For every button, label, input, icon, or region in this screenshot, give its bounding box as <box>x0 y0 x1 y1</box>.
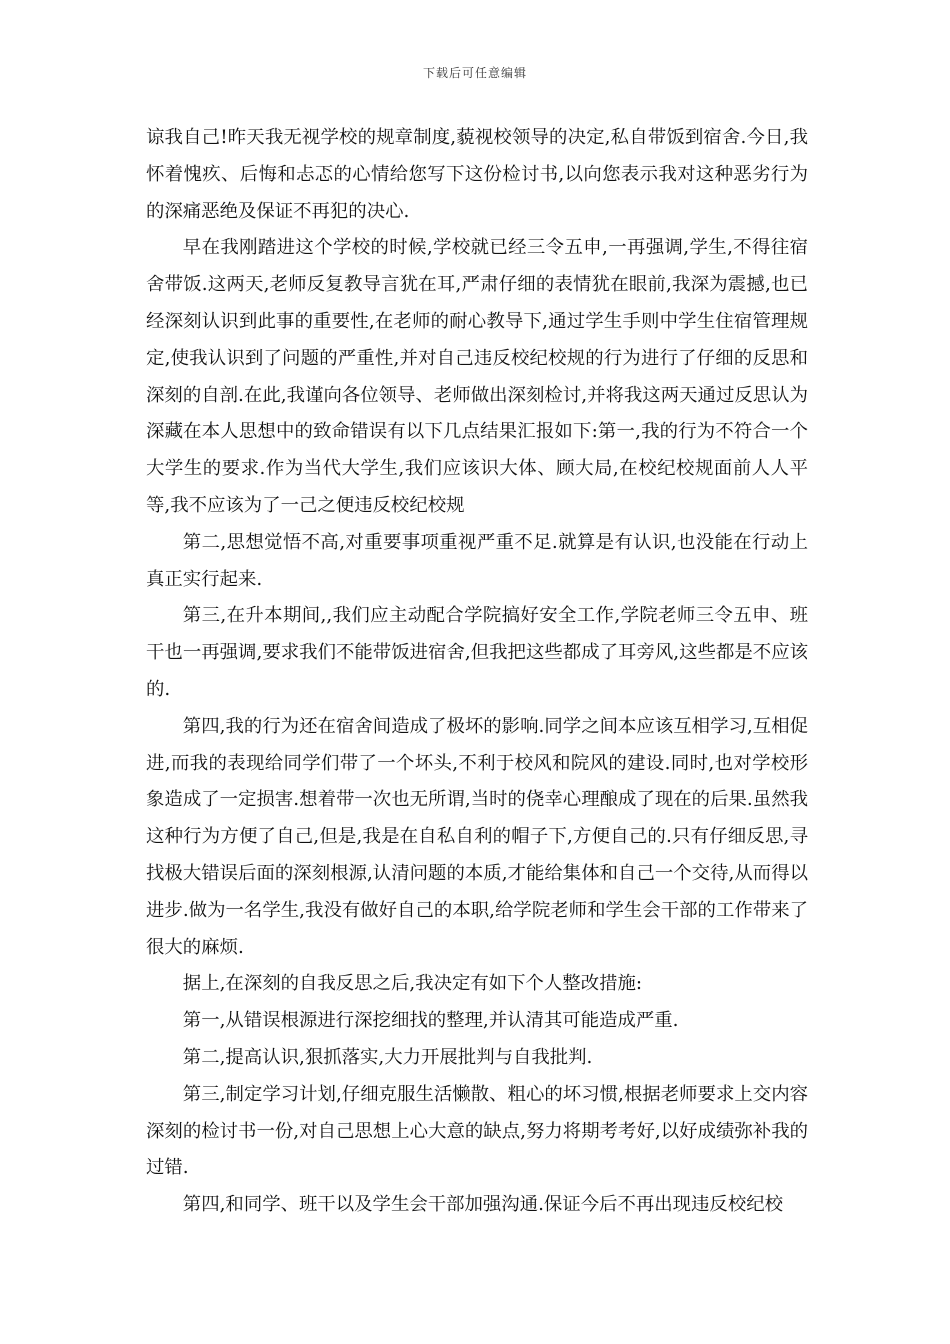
document-body <box>146 120 808 1224</box>
paragraph-6: 据上,在深刻的自我反思之后,我决定有如下个人整改措施: <box>182 973 643 995</box>
paragraph-1: 谅我自己!昨天我无视学校的规章制度,藐视校领导的决定,私自带饭到宿舍.今日,我怀着愧疚、后悔和忐忑的心情给您写下这份检讨书,以向您表示我对这种恶劣行为的深痛恶绝及保证不再犯的决心. <box>146 127 808 222</box>
paragraph-10: 第四,和同学、班干以及学生会干部加强沟通.保证今后不再出现违反校纪校 <box>182 1194 783 1216</box>
paragraph-4: 第三,在升本期间,,我们应主动配合学院搞好安全工作,学院老师三令五申、班干也一再强调,要求我们不能带饭进宿舍,但我把这些都成了耳旁风,这些都是不应该的. <box>146 605 808 700</box>
paragraph-8: 第二,提高认识,狠抓落实,大力开展批判与自我批判. <box>182 1046 593 1068</box>
paragraph-2: 早在我刚踏进这个学校的时候,学校就已经三令五申,一再强调,学生,不得往宿舍带饭.这两天,老师反复教导言犹在耳,严肃仔细的表情犹在眼前,我深为震撼,也已经深刻认识到此事的重要性,在老师的耐心教导下,通过学生手则中学生住宿管理规定,使我认识到了问题的严重性,并对自己违反校纪校规的行为进行了仔细的反思和深刻的自剖.在此,我谨向各位领导、老师做出深刻检讨,并将我这两天通过反思认为深藏在本人思想中的致命错误有以下几点结果汇报如下:第一,我的行为不符合一个大学生的要求.作为当代大学生,我们应该识大体、顾大局,在校纪校规面前人人平等,我不应该为了一己之便违反校纪校规 <box>146 237 808 516</box>
paragraph-3: 第二,思想觉悟不高,对重要事项重视严重不足.就算是有认识,也没能在行动上真正实行起来. <box>146 531 808 590</box>
page-header-note: 下载后可任意编辑 <box>422 66 527 80</box>
paragraph-9: 第三,制定学习计划,仔细克服生活懒散、粗心的坏习惯,根据老师要求上交内容深刻的检讨书一份,对自己思想上心大意的缺点,努力将期考考好,以好成绩弥补我的过错. <box>146 1083 808 1179</box>
paragraph-5: 第四,我的行为还在宿舍间造成了极坏的影响.同学之间本应该互相学习,互相促进,而我的表现给同学们带了一个坏头,不利于校风和院风的建设.同时,也对学校形象造成了一定损害.想着带一次也无所谓,当时的侥幸心理酿成了现在的后果.虽然我这种行为方便了自己,但是,我是在自私自利的帽子下,方便自己的.只有仔细反思,寻找极大错误后面的深刻根源,认清问题的本质,才能给集体和自己一个交待,从而得以进步.做为一名学生,我没有做好自己的本职,给学院老师和学生会干部的工作带来了很大的麻烦. <box>146 715 808 958</box>
paragraph-7: 第一,从错误根源进行深挖细找的整理,并认清其可能造成严重. <box>182 1010 679 1032</box>
